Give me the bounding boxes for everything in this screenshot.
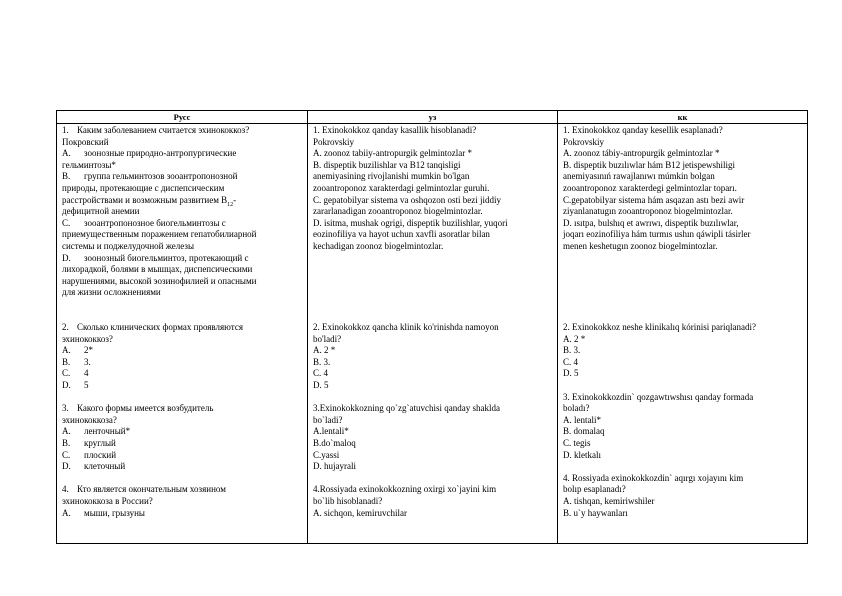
line-text: эхинококкоз? xyxy=(62,333,113,344)
question-line xyxy=(313,206,553,218)
question-line xyxy=(62,183,303,195)
russian-column xyxy=(57,124,308,544)
line-text: bo'ladi? xyxy=(313,333,342,344)
question-line xyxy=(313,438,553,450)
line-text: 4. Rossiyada exinokokkozdin` aqırgı xojayını kim xyxy=(563,472,744,483)
line-text: bolıp esaplanadı? xyxy=(563,484,626,495)
line-text: B. 3. xyxy=(563,345,581,356)
spacer xyxy=(313,276,553,288)
line-text: расстройствами и возможным развитием В xyxy=(62,194,228,205)
spacer xyxy=(62,392,303,404)
question-line xyxy=(563,241,803,253)
question-block xyxy=(313,125,553,322)
question-line xyxy=(62,137,303,149)
question-line xyxy=(62,334,303,346)
line-text: Сколько клинических формах проявляются xyxy=(77,322,243,333)
line-text: B. domalaq xyxy=(563,426,605,437)
question-line xyxy=(313,137,553,149)
question-line xyxy=(563,206,803,218)
content-row xyxy=(57,124,808,544)
spacer xyxy=(313,287,553,299)
question-line xyxy=(563,392,803,404)
line-text: A.lentali* xyxy=(313,426,349,437)
question-line xyxy=(563,403,803,415)
line-text: 5 xyxy=(84,380,89,391)
spacer xyxy=(313,299,553,311)
line-text: menen keshetugın zoonoz biogelmintozlar. xyxy=(563,240,718,251)
question-line xyxy=(563,160,803,172)
spacer xyxy=(563,380,803,392)
question-line xyxy=(563,218,803,230)
questions-table xyxy=(56,110,808,544)
uzbek-column xyxy=(308,124,558,544)
question-line xyxy=(563,368,803,380)
header-row xyxy=(57,111,808,124)
line-text: ziyanlanatugın zooantroponoz biogelmintozlar. xyxy=(563,206,733,217)
line-text: A. sichqon, kemiruvchilar xyxy=(313,507,407,518)
line-text: D. isitma, mushak ogrigi, dispeptik buzilishlar, yuqori xyxy=(313,217,508,228)
question-line xyxy=(313,450,553,462)
line-text: 2* xyxy=(84,345,93,356)
spacer xyxy=(62,311,303,323)
question-line xyxy=(313,334,553,346)
line-text: гельминтозы* xyxy=(62,159,116,170)
line-text: C. tegis xyxy=(563,438,591,449)
line-text: kechadigan zoonoz biogelmintozlar. xyxy=(313,240,444,251)
question-line xyxy=(62,148,303,160)
line-text: zararlanadigan zooantroponoz biogelmintozlar. xyxy=(313,206,483,217)
line-text: приемущественным поражением гепатобилиарной xyxy=(62,229,257,240)
line-text: C. gepatobilyar sistema va oshqozon osti bezi jiddiy xyxy=(313,194,501,205)
question-block xyxy=(313,322,553,403)
item-marker: А. xyxy=(62,345,71,356)
question-line xyxy=(563,195,803,207)
line-text: B.do`maloq xyxy=(313,438,356,449)
question-line xyxy=(563,508,803,520)
item-marker: 2. xyxy=(62,322,69,333)
question-line xyxy=(313,322,553,334)
question-line xyxy=(563,229,803,241)
line-text: 3. Exinokokkozdin` qozgawtıwshısı qanday formada xyxy=(563,391,754,402)
line-text: eozinofiliya va hayot uchun xavfli asoratlar bilan xyxy=(313,229,490,240)
line-text: B. dispeptik buzilishlar va B12 tanqisligi xyxy=(313,159,461,170)
question-line xyxy=(563,334,803,346)
karakalpak-column xyxy=(558,124,808,544)
line-text: C. 4 xyxy=(563,356,579,367)
item-marker: С. xyxy=(62,368,71,379)
line-text: 3. xyxy=(84,356,91,367)
line-text: B. u`y haywanları xyxy=(563,507,628,518)
question-line xyxy=(313,426,553,438)
line-text: клеточный xyxy=(84,461,126,472)
header-karakalpak: кк xyxy=(558,111,808,124)
question-line xyxy=(563,183,803,195)
line-text: для жизни осложнениями xyxy=(62,287,161,298)
item-marker: D. xyxy=(62,461,71,472)
question-line xyxy=(62,264,303,276)
question-block xyxy=(62,322,303,403)
spacer xyxy=(563,311,803,323)
question-line xyxy=(313,125,553,137)
line-text: Кто является окончательным хозяином xyxy=(77,484,226,495)
item-marker: D. xyxy=(62,380,71,391)
line-text: 4 xyxy=(84,368,89,379)
question-block xyxy=(62,125,303,322)
line-text: группа гельминтозов зооантропонозной xyxy=(84,171,238,182)
spacer xyxy=(62,473,303,485)
question-line xyxy=(313,380,553,392)
item-marker: С. xyxy=(62,217,71,228)
question-line xyxy=(313,496,553,508)
line-text: anemiyasınıń rawajlanıwı múmkin bolgan xyxy=(563,171,715,182)
line-text: эхинококкоза? xyxy=(62,414,117,425)
question-line xyxy=(313,403,553,415)
spacer xyxy=(313,473,553,485)
question-line xyxy=(62,438,303,450)
line-text: A. 2 * xyxy=(563,333,586,344)
question-line xyxy=(313,484,553,496)
line-text: D. 5 xyxy=(313,380,329,391)
question-line xyxy=(62,426,303,438)
line-text: эхинококкоза в России? xyxy=(62,496,153,506)
question-line xyxy=(62,496,303,508)
question-line xyxy=(62,253,303,265)
line-text: круглый xyxy=(84,438,116,449)
question-block xyxy=(62,484,303,519)
spacer xyxy=(563,299,803,311)
question-line xyxy=(62,403,303,415)
question-line xyxy=(62,368,303,380)
question-block xyxy=(313,403,553,484)
question-block xyxy=(563,125,803,322)
item-marker: А. xyxy=(62,148,71,159)
line-text: 1. Exinokokkoz qanday kesellik esaplanadı? xyxy=(563,125,723,135)
line-text: bo`lib hisoblanadi? xyxy=(313,496,383,506)
question-line xyxy=(62,276,303,288)
line-text: Pokrovskiy xyxy=(563,136,605,147)
question-line xyxy=(62,450,303,462)
spacer xyxy=(62,299,303,311)
item-marker: D. xyxy=(62,252,71,263)
line-text: Каким заболеванием считается эхинококкоз? xyxy=(77,125,250,135)
question-line xyxy=(62,160,303,172)
line-text: D. 5 xyxy=(563,368,579,379)
spacer xyxy=(313,392,553,404)
line-text: zooantroponoz xarakterdegi gelmintozlar toparı. xyxy=(563,182,737,193)
line-text: Какого формы имеется возбудитель xyxy=(77,403,214,414)
line-suffix: - xyxy=(233,194,237,205)
line-text: мыши, грызуны xyxy=(84,507,145,518)
question-line xyxy=(563,137,803,149)
line-text: плоский xyxy=(84,449,117,460)
item-marker: 3. xyxy=(62,403,69,414)
question-line xyxy=(313,508,553,520)
line-text: 4.Rossiyada exinokokkozning oxirgi xo`jayini kim xyxy=(313,484,497,495)
line-text: C. 4 xyxy=(313,368,329,379)
item-marker: А. xyxy=(62,507,71,518)
line-text: joqarı eozinofiliya hám turmıs ushın qáwipli tásirler xyxy=(563,229,751,240)
question-line xyxy=(563,473,803,485)
question-line xyxy=(62,218,303,230)
question-block xyxy=(313,484,553,519)
spacer xyxy=(313,311,553,323)
header-russian: Русс xyxy=(57,111,308,124)
question-line xyxy=(62,241,303,253)
question-line xyxy=(62,380,303,392)
line-text: зоонозные природно-антропургические xyxy=(84,148,237,159)
line-text: лихорадкой, болями в мышцах, диспепсическими xyxy=(62,264,253,275)
question-line xyxy=(62,171,303,183)
line-text: зооантропонозное биогельминтозы с xyxy=(84,217,226,228)
line-text: D. kletkalı xyxy=(563,449,601,460)
subscript: 12 xyxy=(227,201,234,208)
question-line xyxy=(313,241,553,253)
line-text: A. 2 * xyxy=(313,345,336,356)
question-line xyxy=(313,368,553,380)
question-block xyxy=(563,473,803,519)
item-marker: С. xyxy=(62,449,71,460)
question-line xyxy=(313,345,553,357)
line-text: B. dispeptik buzılıwlar hám B12 jetispewshiligi xyxy=(563,159,735,170)
question-line xyxy=(313,148,553,160)
line-text: природы, протекающие с диспепсическим xyxy=(62,182,225,193)
line-text: A. zoonoz tabiiy-antropurgik gelmintozlar * xyxy=(313,148,473,159)
question-line xyxy=(62,322,303,334)
line-text: B. 3. xyxy=(313,356,331,367)
question-line xyxy=(563,484,803,496)
question-line xyxy=(313,160,553,172)
question-line xyxy=(313,171,553,183)
line-text: anemiyasining rivojlanishi mumkin bo'lgan xyxy=(313,171,470,182)
line-text: D. ısıtpa, bulshıq et awrıwı, dispeptik buzılıwlar, xyxy=(563,217,739,228)
line-text: boladı? xyxy=(563,403,590,414)
line-text: C.yassi xyxy=(313,449,340,460)
line-text: Покровский xyxy=(62,136,109,147)
spacer xyxy=(563,461,803,473)
question-line xyxy=(62,415,303,427)
question-line xyxy=(563,438,803,450)
question-line xyxy=(313,229,553,241)
question-line xyxy=(563,415,803,427)
question-line xyxy=(62,345,303,357)
spacer xyxy=(563,287,803,299)
item-marker: В. xyxy=(62,356,71,367)
line-text: дефицитной анемии xyxy=(62,206,140,217)
question-line xyxy=(62,229,303,241)
question-line xyxy=(62,484,303,496)
item-marker: 1. xyxy=(62,125,69,135)
line-text: Pokrovskiy xyxy=(313,136,355,147)
spacer xyxy=(563,276,803,288)
question-line xyxy=(62,357,303,369)
line-text: D. hujayrali xyxy=(313,461,356,472)
line-text: C.gepatobilyar sistema hám asqazan astı bezi awir xyxy=(563,194,745,205)
question-line xyxy=(563,148,803,160)
line-text: 2. Exinokokkoz qancha klinik ko'rinishda namoyon xyxy=(313,322,499,333)
question-line xyxy=(62,508,303,520)
line-text: зоонозный биогельминтоз, протекающий с xyxy=(84,252,249,263)
question-line xyxy=(313,461,553,473)
line-text: zooantroponoz xarakterdagi gelmintozlar guruhi. xyxy=(313,182,490,193)
line-text: A. tishqan, kemiriwshiler xyxy=(563,496,655,506)
question-line xyxy=(563,125,803,137)
question-line xyxy=(62,206,303,218)
line-text: нарушениями, высокой эозинофилией и опасными xyxy=(62,275,257,286)
question-line xyxy=(563,322,803,334)
question-line xyxy=(313,357,553,369)
question-line xyxy=(313,195,553,207)
question-line xyxy=(62,287,303,299)
line-text: 1. Exinokokkoz qanday kasallik hisoblanadi? xyxy=(313,125,477,135)
item-marker: В. xyxy=(62,438,71,449)
question-line xyxy=(62,461,303,473)
line-text: ленточный* xyxy=(84,426,131,437)
spacer xyxy=(313,253,553,265)
question-line xyxy=(62,125,303,137)
question-line xyxy=(563,357,803,369)
question-line xyxy=(563,171,803,183)
item-marker: В. xyxy=(62,171,71,182)
line-text: bo`ladi? xyxy=(313,414,343,425)
question-block xyxy=(62,403,303,484)
question-block xyxy=(563,392,803,473)
item-marker: А. xyxy=(62,426,71,437)
item-marker: 4. xyxy=(62,484,69,495)
question-line xyxy=(563,345,803,357)
question-line xyxy=(563,496,803,508)
line-text: A. lentali* xyxy=(563,414,601,425)
spacer xyxy=(563,264,803,276)
question-line xyxy=(62,195,303,207)
spacer xyxy=(563,253,803,265)
header-uzbek: уз xyxy=(308,111,558,124)
line-text: 3.Exinokokkozning qo`zg`atuvchisi qanday shaklda xyxy=(313,403,500,414)
question-line xyxy=(563,450,803,462)
question-block xyxy=(563,322,803,392)
question-line xyxy=(563,426,803,438)
spacer xyxy=(313,264,553,276)
line-text: A. zoonoz tábiy-antropurgik gelmintozlar * xyxy=(563,148,720,159)
question-line xyxy=(313,218,553,230)
line-text: системы и поджелудочной железы xyxy=(62,240,194,251)
question-line xyxy=(313,415,553,427)
question-line xyxy=(313,183,553,195)
line-text: 2. Exinokokkoz neshe klinikalıq kórinisi pariqlanadi? xyxy=(563,322,756,333)
